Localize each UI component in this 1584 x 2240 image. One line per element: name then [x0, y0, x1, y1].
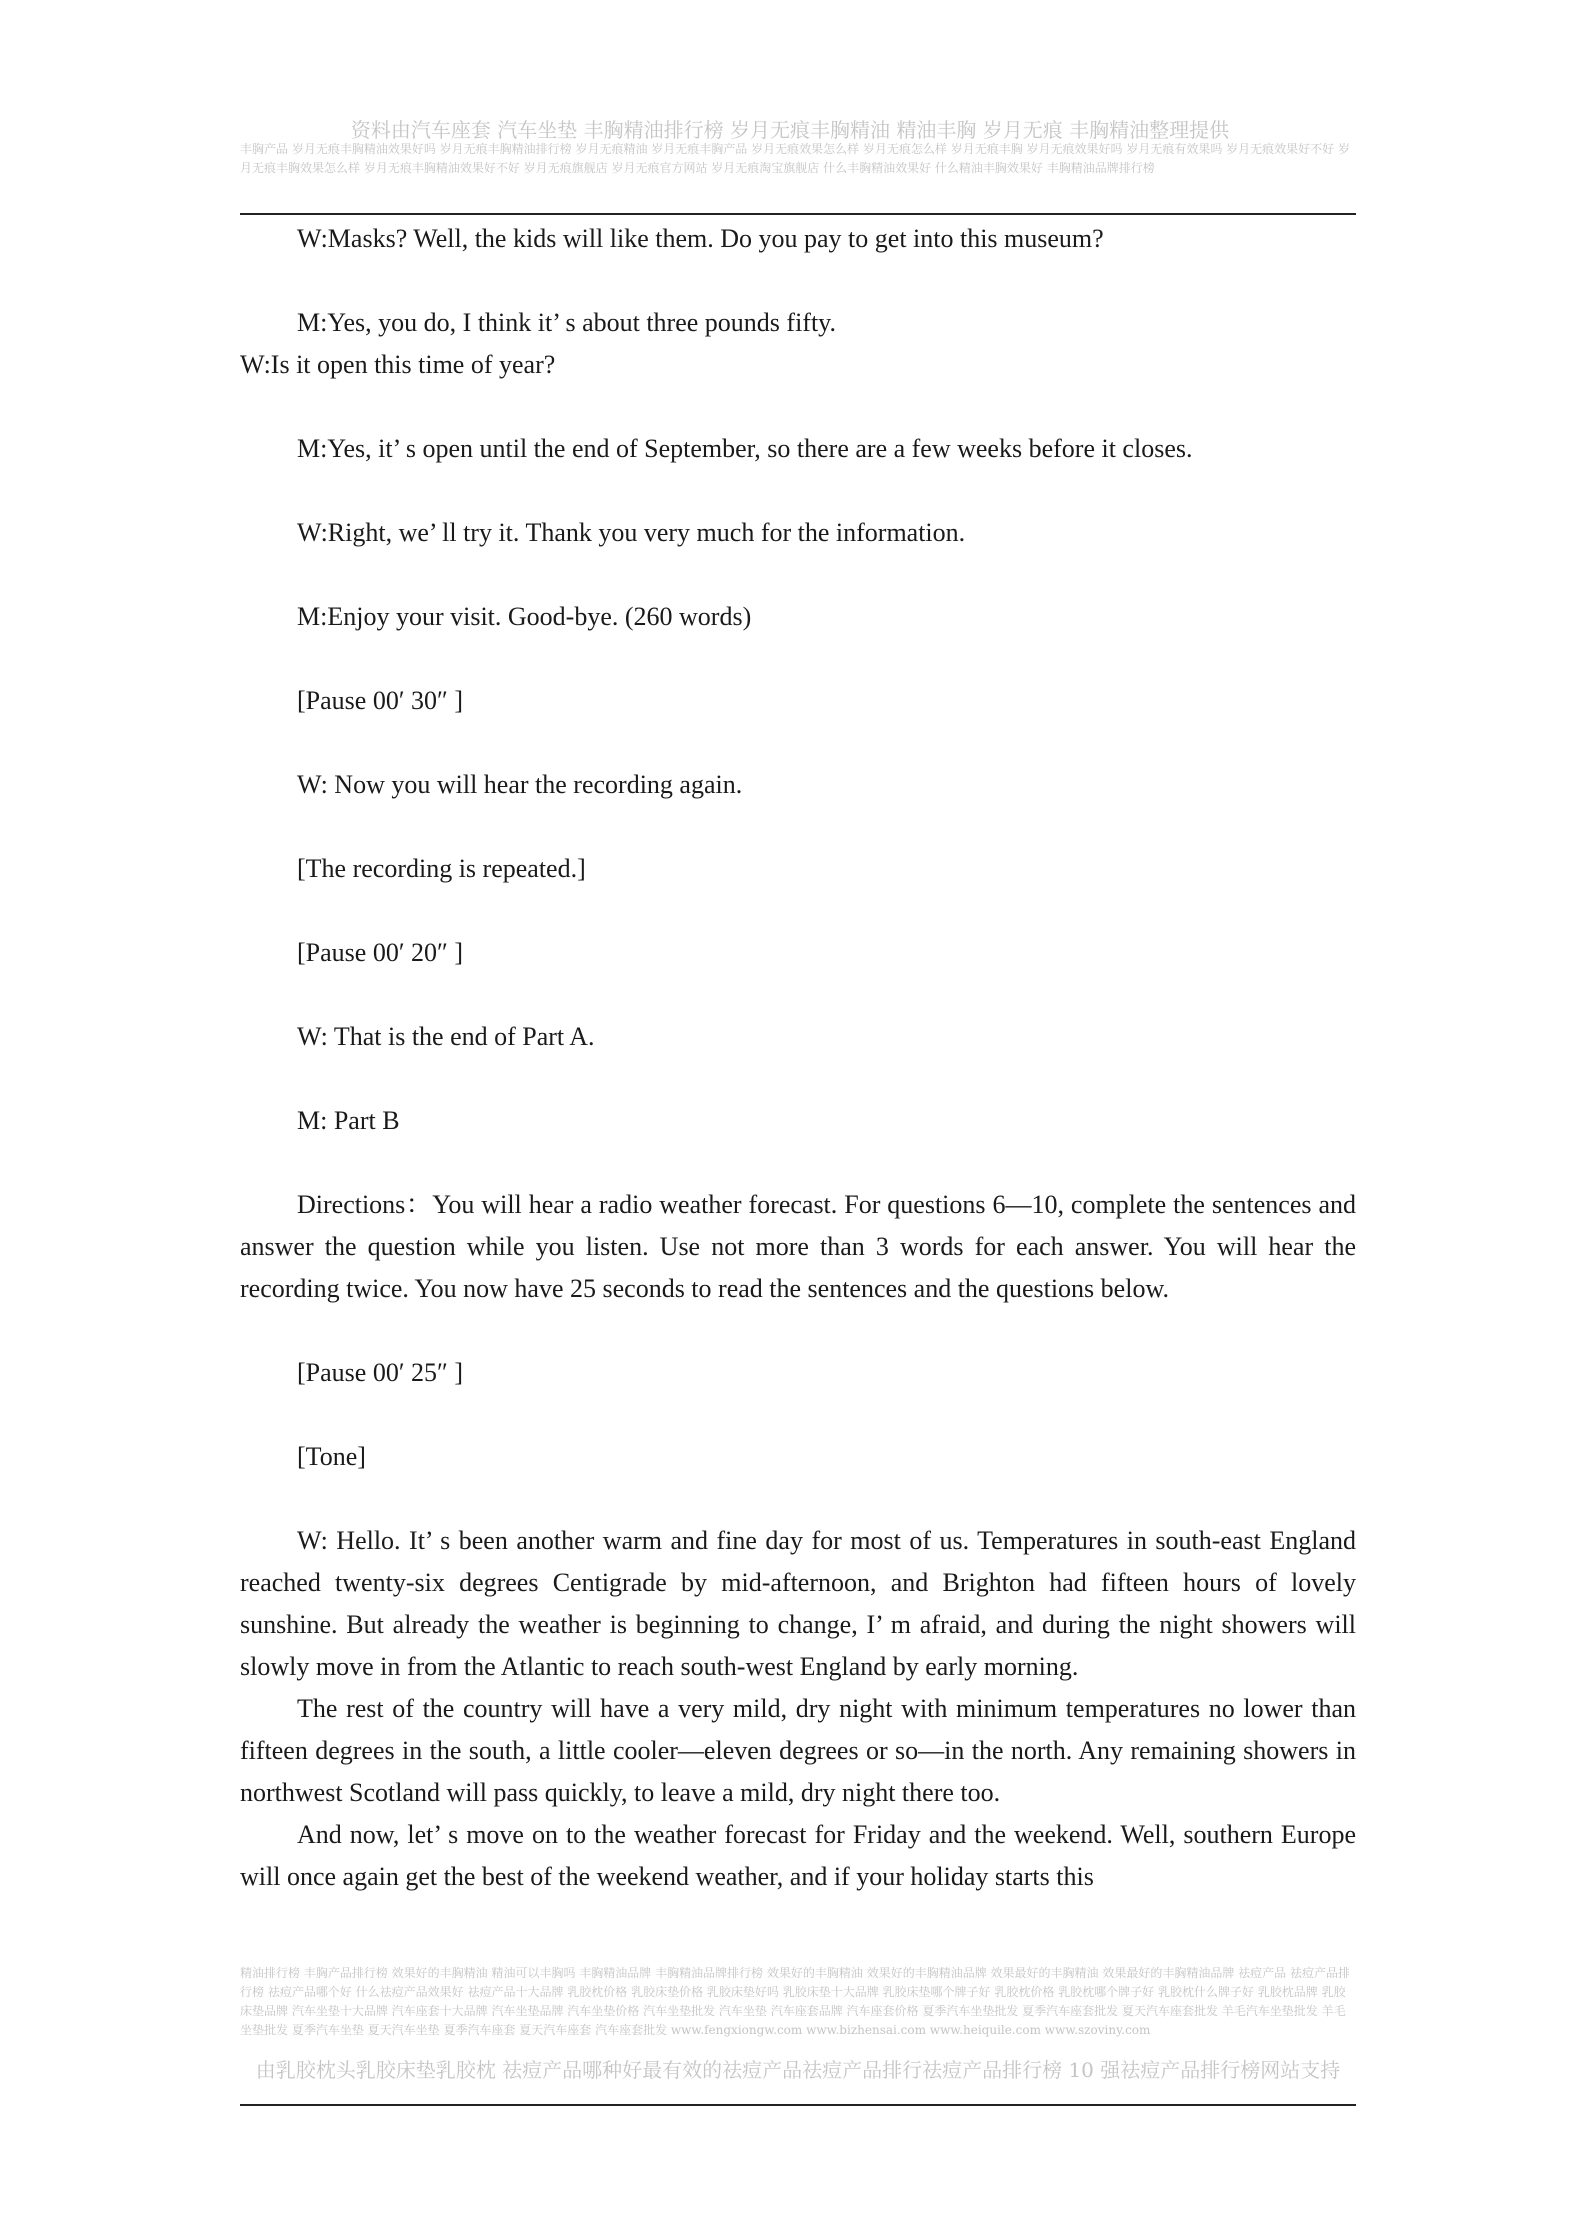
directions-paragraph: Directions：You will hear a radio weather forecast. For questions 6—10, complete the sentences and answer the question while you listen. Use not more than 3 words for each answer. You will hear the recording twice. You now have 25 seconds to read the sentences and the questions below. [240, 1190, 1356, 1303]
pause-marker: [Pause 00′ 30″ ] [297, 686, 463, 715]
dialogue-line: W:Is it open this time of year? [240, 350, 556, 379]
watermark-footer-text: 精油排行榜 丰胸产品排行榜 效果好的丰胸精油 精油可以丰胸吗 丰胸精油品牌 丰胸精油品牌排行榜 效果好的丰胸精油 效果好的丰胸精油品牌 效果最好的丰胸精油 效果最好的丰胸精油品牌 祛痘产品 祛痘产品排行榜 祛痘产品哪个好 什么祛痘产品效果好 祛痘产品十大品牌 乳胶枕价格 乳胶床垫价格 乳胶床垫好吗 乳胶床垫十大品牌 乳胶床垫哪个牌子好 乳胶枕价格 乳胶枕哪个牌子好 乳胶枕什么牌子好 乳胶枕品牌 乳胶床垫品牌 汽车坐垫十大品牌 汽车座套十大品牌 汽车坐垫品牌 汽车坐垫价格 汽车坐垫批发 汽车坐垫 汽车座套品牌 汽车座套价格 夏季汽车坐垫批发 夏季汽车座套批发 夏天汽车座套批发 羊毛汽车坐垫批发 羊毛坐垫批发 夏季汽车坐垫 夏天汽车坐垫 夏季汽车座套 夏天汽车座套 汽车座套批发 www.fengxiongw.com www.bizhensai.com www.heiquile.com www.szoviny.com [240, 1966, 1350, 2037]
tone-marker: [Tone] [297, 1442, 366, 1471]
dialogue-line: W:Masks? Well, the kids will like them. Do you pay to get into this museum? [297, 224, 1104, 253]
dialogue-line: M:Enjoy your visit. Good-bye. (260 words) [297, 602, 752, 631]
part-heading: M: Part B [297, 1106, 400, 1135]
page-body [240, 218, 1356, 1898]
stage-direction: [The recording is repeated.] [297, 854, 586, 883]
footer-divider [240, 2104, 1356, 2106]
dialogue-line: W:Right, we’ ll try it. Thank you very much for the information. [297, 518, 966, 547]
forecast-paragraph: The rest of the country will have a very mild, dry night with minimum temperatures no lower than fifteen degrees in the south, a little cooler—eleven degrees or so—in the north. Any remaining showers in northwest Scotland will pass quickly, to leave a mild, dry night there too. [240, 1694, 1356, 1807]
watermark-footer-title: 由乳胶枕头乳胶床垫乳胶枕 祛痘产品哪种好最有效的祛痘产品祛痘产品排行祛痘产品排行榜 10 强祛痘产品排行榜网站支持 [255, 2058, 1341, 2082]
dialogue-line: W: Now you will hear the recording again. [297, 770, 743, 799]
dialogue-line: W: That is the end of Part A. [297, 1022, 595, 1051]
forecast-paragraph: W: Hello. It’ s been another warm and fine day for most of us. Temperatures in south-east England reached twenty-six degrees Centigrade by mid-afternoon, and Brighton had fifteen hours of lovely sunshine. But already the weather is beginning to change, I’ m afraid, and during the night showers will slowly move in from the Atlantic to reach south-west England by early morning. [240, 1526, 1356, 1681]
pause-marker: [Pause 00′ 20″ ] [297, 938, 463, 967]
watermark-header-text: 丰胸产品 岁月无痕丰胸精油效果好吗 岁月无痕丰胸精油排行榜 岁月无痕精油 岁月无痕丰胸产品 岁月无痕效果怎么样 岁月无痕怎么样 岁月无痕丰胸 岁月无痕效果好吗 岁月无痕有效果吗 岁月无痕效果好不好 岁月无痕丰胸效果怎么样 岁月无痕丰胸精油效果好不好 岁月无痕旗舰店 岁月无痕官方网站 岁月无痕淘宝旗舰店 什么丰胸精油效果好 什么精油丰胸效果好 丰胸精油品牌排行榜 [240, 142, 1350, 175]
forecast-paragraph: And now, let’ s move on to the weather forecast for Friday and the weekend. Well, southern Europe will once again get the best of the weekend weather, and if your holiday starts this [240, 1820, 1356, 1891]
dialogue-line: M:Yes, it’ s open until the end of September, so there are a few weeks before it closes. [297, 434, 1193, 463]
dialogue-line: M:Yes, you do, I think it’ s about three pounds fifty. [297, 308, 836, 337]
watermark-header-title: 资料由汽车座套 汽车坐垫 丰胸精油排行榜 岁月无痕丰胸精油 精油丰胸 岁月无痕 丰胸精油整理提供 [350, 118, 1230, 142]
header-divider [240, 213, 1356, 215]
pause-marker: [Pause 00′ 25″ ] [297, 1358, 463, 1387]
